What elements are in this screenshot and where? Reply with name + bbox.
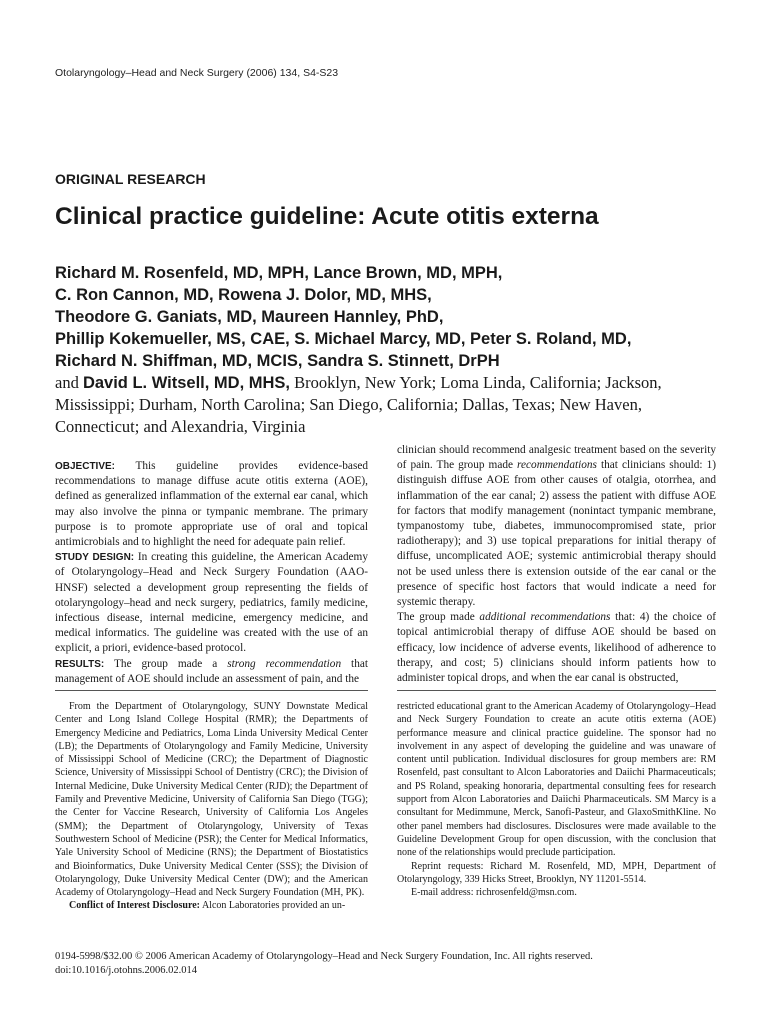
footnotes-right [397,700,716,899]
study-design-label: STUDY DESIGN: [55,552,135,564]
doi: doi:10.1016/j.otohns.2006.02.014 [55,965,198,976]
authors-line: C. Ron Cannon, MD, Rowena J. Dolor, MD, MHS, [55,286,432,304]
abstract-right-text-2: The group made [397,611,480,624]
authors-line: Theodore G. Ganiats, MD, Maureen Hannley, PhD, [55,308,444,326]
authors-line: Richard N. Shiffman, MD, MCIS, Sandra S. Stinnett, DrPH [55,352,500,370]
objective-text: This guideline provides evidence-based recommendations to manage diffuse acute otitis externa (AOE), defined as generalized inflammation of the external ear canal, which may also involve the pinna or tympanic membrane. The primary purpose is to promote appropriate use of oral and topical antimicrobials and to highlight the need for adequate pain relief. [55,460,369,549]
objective-label: OBJECTIVE: [55,461,116,472]
authors-line: Richard M. Rosenfeld, MD, MPH, Lance Brown, MD, MPH, [55,264,503,282]
authors-line: Phillip Kokemueller, MS, CAE, S. Michael Marcy, MD, Peter S. Roland, MD, [55,330,632,348]
abstract-right-text: clinician should recommend analgesic treatment based on the severity of pain. The group made [397,444,716,472]
results-text-cont: that management of AOE should include an assessment of pain, and the [55,657,368,685]
authors-last: David L. Witsell, MD, MHS, [82,374,290,392]
recommendations-emphasis: recommendations [517,459,597,472]
abstract-right-column [397,443,716,686]
study-design-text: In creating this guideline, the American Academy of Otolaryngology–Head and Neck Surgery Foundation (AAO-HNSF) selected a development group representing the fields of otolaryngology–head and neck surgery, pediatrics, family medicine, infectious disease, internal medicine, emergency medicine, and medical informatics. The guideline was created with the use of an explicit, a priori, evidence-based protocol. [55,551,368,655]
coi-continued: restricted educational grant to the American Academy of Otolaryngology–Head and Neck Surgery Foundation to create an acute otitis externa (AOE) performance measure and clinical practice guideline. The sponsor had no involvement in any aspect of developing the guideline and was unaware of content until publication. Individual disclosures for group members are: RM Rosenfeld, past consultant to Alcon Laboratories and Daiichi Pharmaceuticals; and PS Roland, speaking honoraria, departmental consulting fees for research support from Alcon Laboratories and Daiichi Pharmaceuticals. SM Marcy is a consultant for Medimmune, Merck, Sanofi-Pasteur, and GlaxoSmithKline. No other panel members had disclosures. Disclosures were made available to the Guideline Development Group for open discussion, with the conclusion that none of the relationships would preclude participation. [397,701,716,859]
abstract-right-text-3: that: 4) the choice of topical antimicrobial therapy of diffuse AOE should be based on efficacy, low incidence of adverse events, likelihood of adherence to therapy, and cost; 5) clinicians should inform patients how to administer topical drops, and when the ear canal is obstructed, [397,611,717,685]
coi-label: Conflict of Interest Disclosure: [69,900,200,912]
results-emphasis: strong recommendation [227,657,342,670]
copyright-notice: 0194-5998/$32.00 © 2006 American Academy of Otolaryngology–Head and Neck Surgery Foundation, Inc. All rights reserved. [55,951,593,962]
journal-citation: Otolaryngology–Head and Neck Surgery (2006) 134, S4-S23 [55,67,339,79]
footnotes-left [55,700,368,913]
authors-final [55,372,720,438]
article-title: Clinical practice guideline: Acute otitis externa [55,203,599,230]
page-footer [55,950,593,978]
footnote-divider-right [397,690,716,691]
abstract-right-text-cont: that clinicians should: 1) distinguish diffuse AOE from other causes of otalgia, otorrhea, and inflammation of the ear canal; 2) assess the patient with diffuse AOE for factors that modify management (nonintact tympanic membrane, tympanostomy tube, diabetes, immunocompromised state, prior radiotherapy); and 3) use topical preparations for initial therapy of diffuse, uncomplicated AOE; systemic antimicrobial therapy should not be used unless there is extension outside of the ear canal or the presence of specific host factors that would indicate a need for systemic therapy. [397,459,716,609]
coi-disclosure [55,899,368,912]
author-locations: Brooklyn, New York; Loma Linda, California; Jackson, Mississippi; Durham, North Carolina; San Diego, California; Dallas, Texas; New Haven, Connecticut; and Alexandria, Virginia [55,373,662,436]
email-address: E-mail address: richrosenfeld@msn.com. [411,887,577,899]
footnote-divider-left [55,690,368,691]
results-text: The group made a [114,657,228,670]
additional-recommendations-emphasis: additional recommendations [479,611,611,624]
authors-and: and [55,373,83,392]
author-block [55,262,720,438]
results-label: RESULTS: [55,658,105,670]
abstract-left-column [55,459,368,687]
reprint-requests: Reprint requests: Richard M. Rosenfeld, MD, MPH, Department of Otolaryngology, 339 Hicks Street, Brooklyn, NY 11201-5514. [397,860,716,885]
section-label: ORIGINAL RESEARCH [55,171,206,187]
affiliations-text: From the Department of Otolaryngology, SUNY Downstate Medical Center and Long Island College Hospital (RMR); the Departments of Emergency Medicine and Pediatrics, Loma Linda University Medical Center (LB); the Departments of Otolaryngology and Family Medicine, University of Mississippi School of Medicine (CRC); the Department of Diagnostic Science, University of Mississippi School of Dentistry (CRC); the Division of Internal Medicine, Duke University Medical Center (RJD); the Department of Family and Preventive Medicine, University of California San Diego (TGG); the Center for Vaccine Research, University of California Los Angeles (SMM); the Department of Otolaryngology, University of Texas Southwestern School of Medicine (PSR); the Center for Medical Informatics, Yale University School of Medicine (RNS); the Department of Biostatistics and Bioinformatics, Duke University Medical Center (SSS); the Division of Otolaryngology, Duke University Medical Center (DW); and the American Academy of Otolaryngology–Head and Neck Surgery Foundation (MH, PK). [55,701,368,899]
coi-text: Alcon Laboratories provided an un- [200,900,346,912]
